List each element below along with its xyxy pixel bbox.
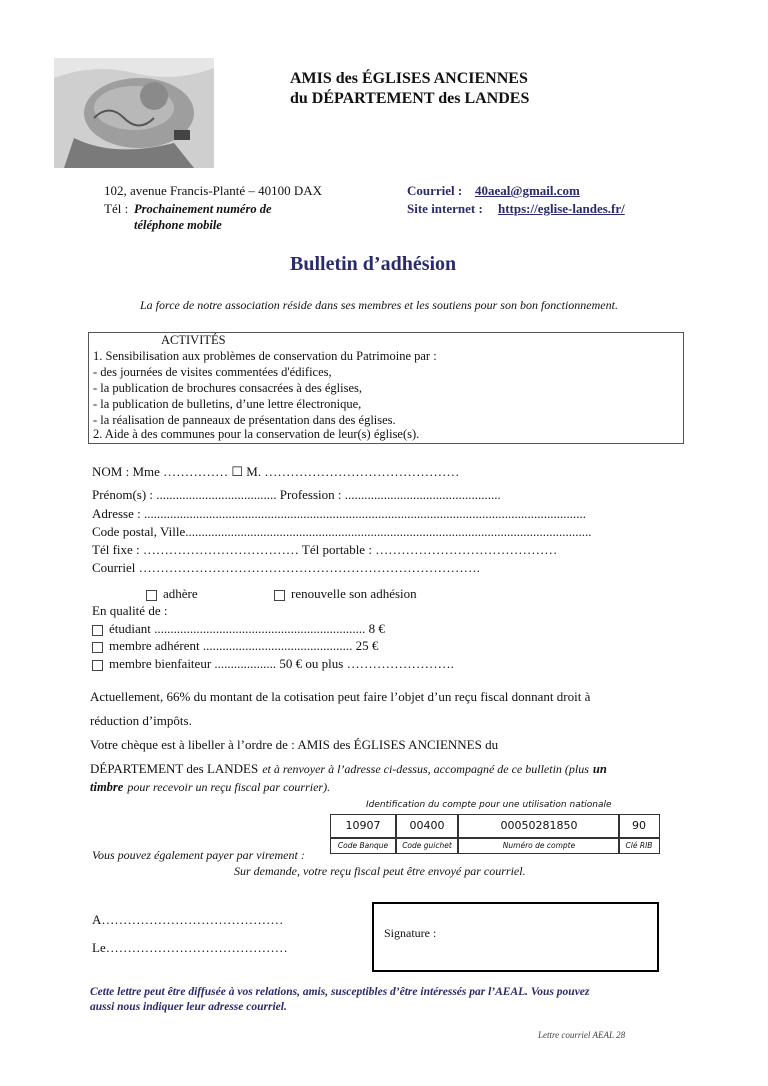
bienfaiteur-checkbox[interactable] xyxy=(92,660,103,671)
etudiant-label: étudiant ................................................................. 8 € xyxy=(109,621,385,636)
site-link[interactable]: https://eglise-landes.fr/ xyxy=(498,201,625,216)
page-title: Bulletin d’adhésion xyxy=(290,253,457,275)
adhere-checkbox[interactable] xyxy=(146,590,157,601)
bienfaiteur-label: membre bienfaiteur ................... 50 € ou plus ……………………. xyxy=(109,656,454,671)
tel-value-line1: Prochainement numéro de xyxy=(134,202,272,216)
org-name-line1: AMIS des ÉGLISES ANCIENNES xyxy=(290,70,528,87)
activity-line: 2. Aide à des communes pour la conservation de leur(s) église(s). xyxy=(93,427,420,441)
bank-cle-rib: 90 xyxy=(618,814,660,838)
bank-label-code-guichet: Code guichet xyxy=(396,838,458,854)
activity-line: 1. Sensibilisation aux problèmes de conservation du Patrimoine par : xyxy=(93,349,437,363)
cheque-text-line3 xyxy=(90,778,330,796)
cheque-text-line2 xyxy=(90,760,607,778)
cheque-instructions: et à renvoyer à l’adresse ci-dessus, accompagné de ce bulletin (plus xyxy=(262,762,589,776)
signature-box[interactable] xyxy=(372,902,659,972)
cheque-un: un xyxy=(592,762,607,776)
etudiant-checkbox[interactable] xyxy=(92,625,103,636)
bank-identification xyxy=(330,800,630,856)
tel-label: Tél : xyxy=(104,201,129,216)
fiscal-text-line1: Actuellement, 66% du montant de la cotisation peut faire l’objet d’un reçu fiscal donnant droit à xyxy=(90,689,591,704)
diffusion-line1: Cette lettre peut être diffusée à vos relations, amis, susceptibles d’être intéressés par l’AEAL. Vous pouvez xyxy=(90,986,590,998)
fiscal-text-line2: réduction d’impôts. xyxy=(90,713,192,728)
telephone-field[interactable]: Tél fixe : ……………………………… Tél portable : …………………………………… xyxy=(92,542,558,557)
bank-code-banque: 10907 xyxy=(330,814,396,838)
cheque-timbre: timbre xyxy=(90,780,124,794)
sculpture-illustration-icon xyxy=(54,58,214,168)
activity-line: - la réalisation de panneaux de présentation dans des églises. xyxy=(93,413,396,427)
activities-heading: ACTIVITÉS xyxy=(161,333,226,347)
etudiant-option[interactable] xyxy=(92,621,385,637)
diffusion-line2: aussi nous indiquer leur adresse courriel. xyxy=(90,1001,287,1013)
lieu-field[interactable]: A…………………………………… xyxy=(92,912,284,927)
renouvelle-option[interactable] xyxy=(274,586,417,602)
bank-label-code-banque: Code Banque xyxy=(330,838,396,854)
activity-line: - la publication de brochures consacrées à des églises, xyxy=(93,381,362,395)
email-label: Courriel : xyxy=(407,183,463,198)
site-label: Site internet : xyxy=(407,201,483,216)
adhere-label: adhère xyxy=(163,586,198,601)
renouvelle-label: renouvelle son adhésion xyxy=(291,586,417,601)
bank-label-cle-rib: Clé RIB xyxy=(618,838,660,854)
code-postal-field[interactable]: Code postal, Ville............................................................................................................................. xyxy=(92,524,592,539)
bienfaiteur-option[interactable] xyxy=(92,656,454,672)
adherent-label: membre adhérent .............................................. 25 € xyxy=(109,638,379,653)
renouvelle-checkbox[interactable] xyxy=(274,590,285,601)
bank-code-guichet: 00400 xyxy=(396,814,458,838)
signature-label: Signature : xyxy=(384,926,437,940)
adhere-option[interactable] xyxy=(146,586,198,602)
demande-text: Sur demande, votre reçu fiscal peut être envoyé par courriel. xyxy=(234,864,526,878)
adherent-checkbox[interactable] xyxy=(92,642,103,653)
cheque-recu: pour recevoir un reçu fiscal par courrier). xyxy=(127,780,331,794)
bank-numero-compte: 00050281850 xyxy=(458,814,620,838)
adherent-option[interactable] xyxy=(92,638,378,654)
tel-value-line2: téléphone mobile xyxy=(134,218,222,232)
cheque-recipient: DÉPARTEMENT des LANDES xyxy=(90,761,259,776)
bank-title: Identification du compte pour une utilisation nationale xyxy=(366,800,612,810)
activity-line: - la publication de bulletins, d’une lettre électronique, xyxy=(93,397,362,411)
activity-line: - des journées de visites commentées d'édifices, xyxy=(93,365,332,379)
logo-image xyxy=(54,58,214,168)
prenom-profession-field[interactable]: Prénom(s) : ..................................... Profession : ................................................ xyxy=(92,487,501,502)
bank-label-numero-compte: Numéro de compte xyxy=(458,838,620,854)
cheque-text-line1: Votre chèque est à libeller à l’ordre de : AMIS des ÉGLISES ANCIENNES du xyxy=(90,737,499,752)
qualite-label: En qualité de : xyxy=(92,603,168,618)
page-note: Lettre courriel AEAL 28 xyxy=(538,1030,626,1040)
org-name-line2: du DÉPARTEMENT des LANDES xyxy=(290,90,530,107)
courriel-field[interactable]: Courriel ……………………………………………………………………. xyxy=(92,560,480,575)
virement-text: Vous pouvez également payer par virement : xyxy=(92,848,305,862)
date-field[interactable]: Le…………………………………… xyxy=(92,940,288,955)
adresse-field[interactable]: Adresse : ........................................................................................................................................ xyxy=(92,506,586,521)
address: 102, avenue Francis-Planté – 40100 DAX xyxy=(104,183,323,198)
activities-box xyxy=(88,332,684,444)
email-link[interactable]: 40aeal@gmail.com xyxy=(475,183,580,198)
motto: La force de notre association réside dans ses membres et les soutiens pour son bon fonctionnement. xyxy=(140,298,618,312)
nom-field[interactable]: NOM : Mme …………… ☐ M. ……………………………………… xyxy=(92,464,460,479)
